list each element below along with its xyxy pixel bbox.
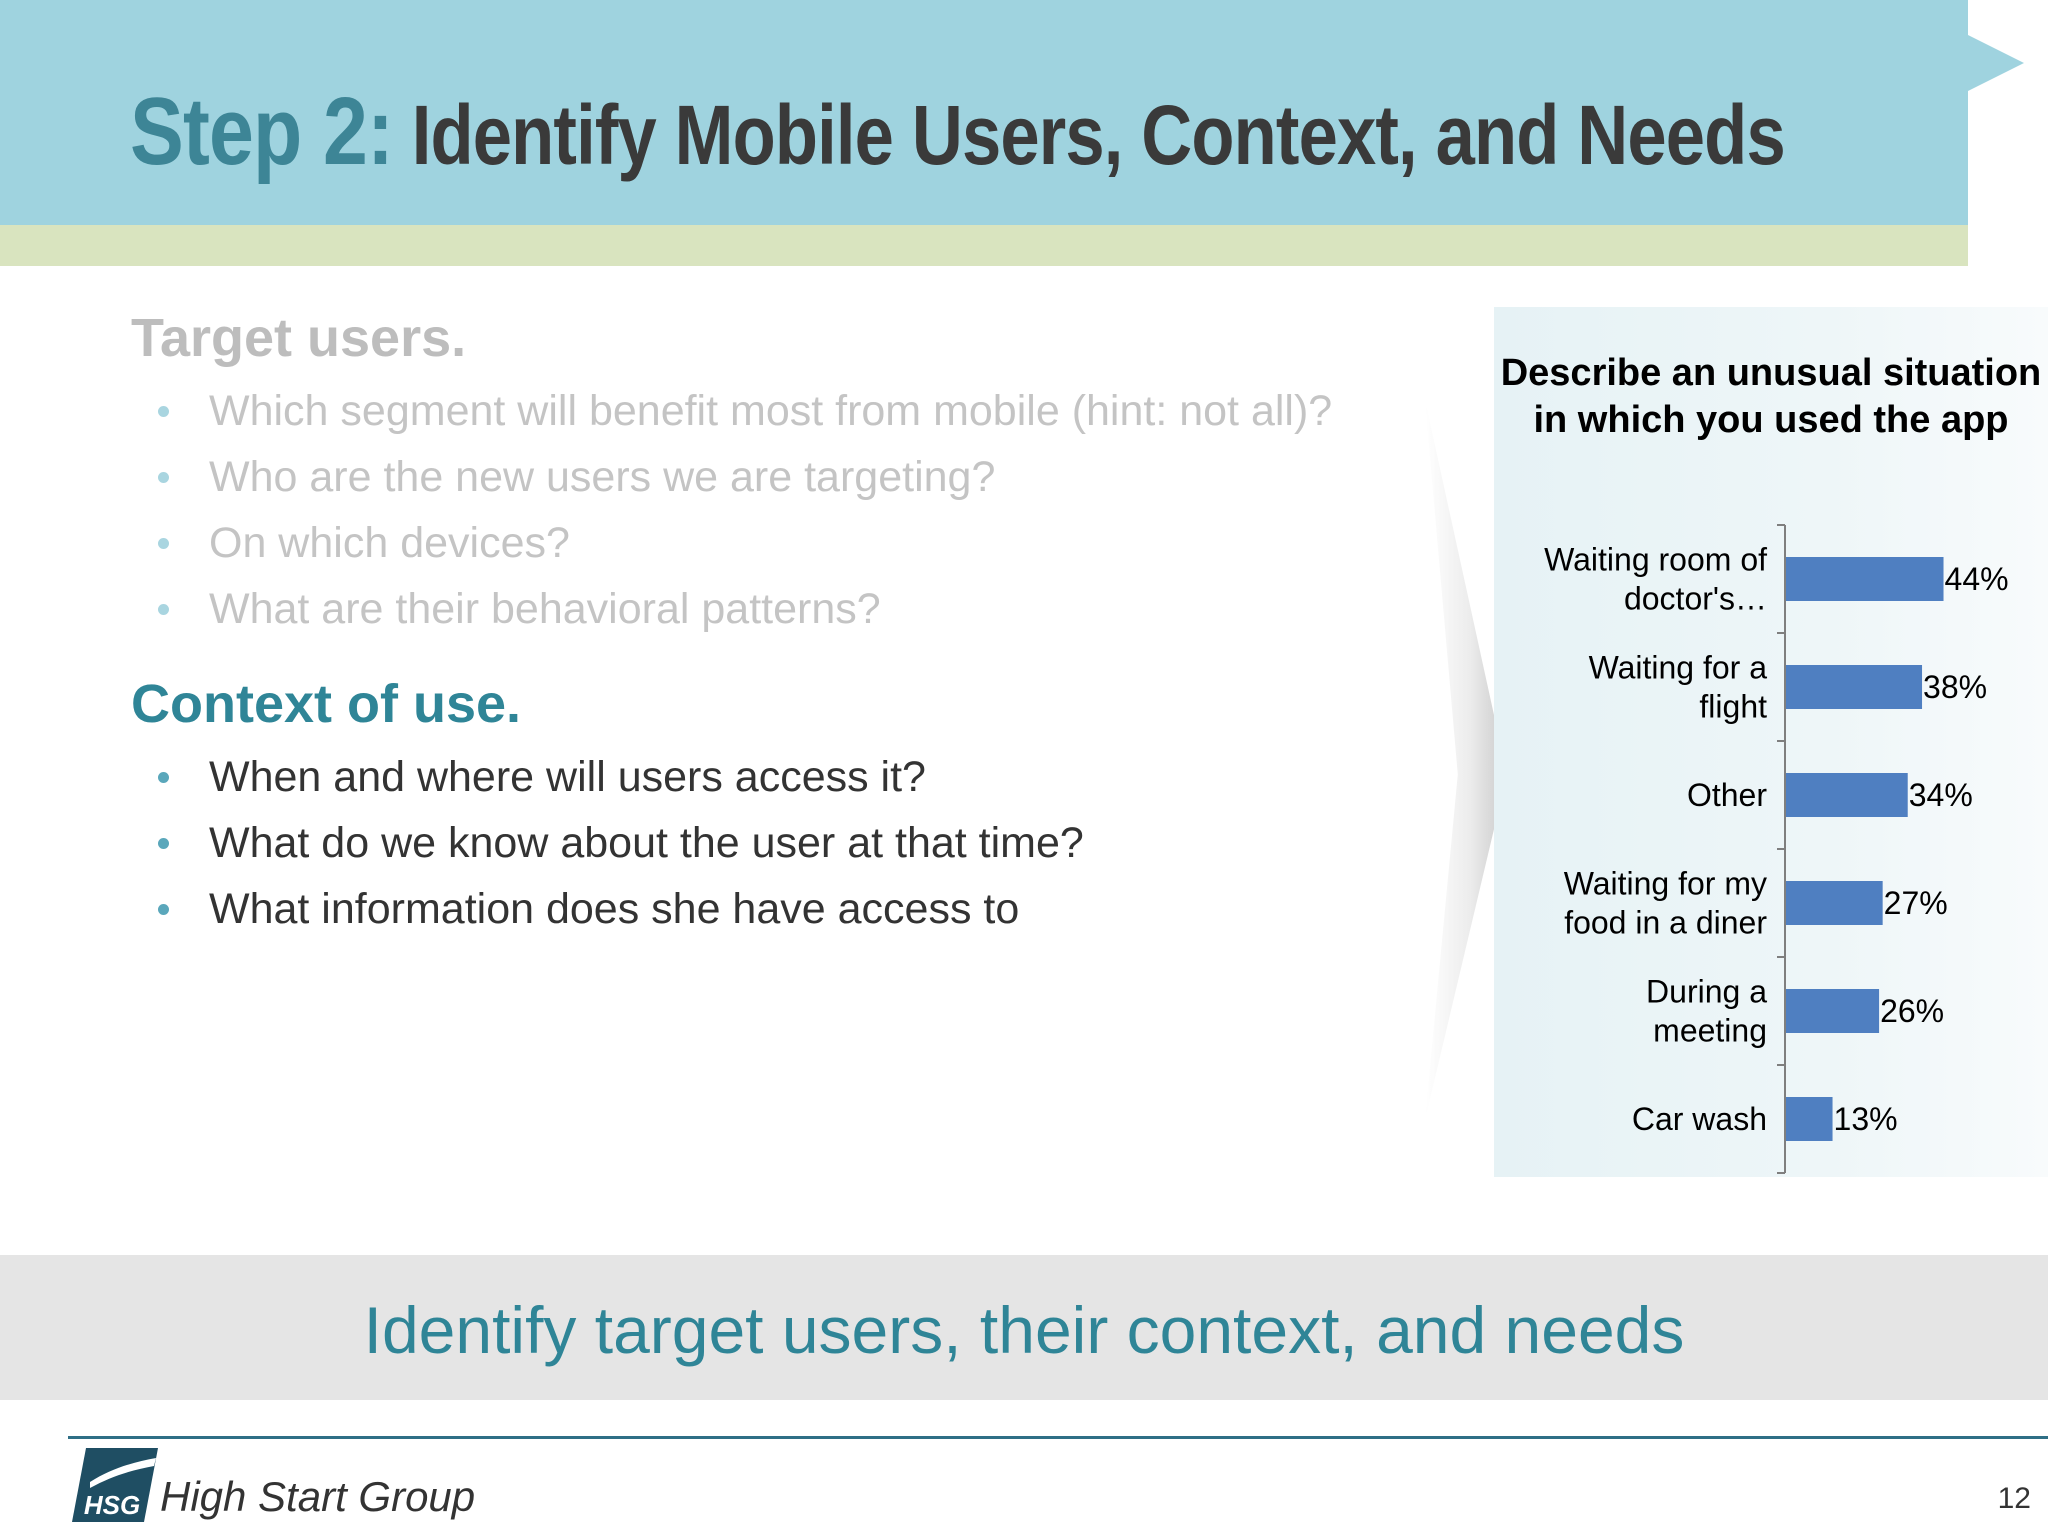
bullet-text: Which segment will benefit most from mobile (hint: not all)?	[209, 387, 1333, 435]
chart-bar	[1786, 989, 1879, 1033]
bullet-dot-icon	[158, 472, 169, 483]
chart-category-label-line: Car wash	[1631, 1101, 1767, 1137]
chart-title: Describe an unusual situation in which you used the app	[1500, 352, 2042, 441]
context-of-use-bullet-list	[150, 744, 1084, 942]
footer-tagline: Identify target users, their context, and needs	[363, 1293, 1685, 1367]
section-heading-target-users: Target users.	[131, 308, 467, 368]
chart-bar	[1786, 665, 1922, 709]
chart-category-label	[1646, 974, 1767, 1049]
chart-category-label-line: Waiting for my	[1563, 865, 1767, 902]
bar-chart	[1494, 307, 2048, 1177]
page-number: 12	[1997, 1482, 2031, 1515]
bullet-text: Who are the new users we are targeting?	[209, 453, 996, 501]
bullet-dot-icon	[158, 604, 169, 615]
bullet-dot-icon	[158, 406, 169, 417]
bullet-dot-icon	[158, 904, 169, 915]
chart-category-label-line: Waiting for a	[1588, 649, 1767, 686]
chart-category-label	[1564, 866, 1768, 941]
chart-category-label-line: During a	[1646, 973, 1767, 1010]
bullet-text: What are their behavioral patterns?	[209, 585, 881, 633]
chart-value-label: 44%	[1944, 561, 2009, 597]
bullet-text: What information does she have access to	[209, 885, 1020, 933]
bullet-item	[150, 510, 1332, 576]
chart-value-label: 34%	[1908, 777, 1973, 813]
company-name: High Start Group	[160, 1473, 476, 1520]
chart-bar	[1786, 773, 1908, 817]
bullet-dot-icon	[158, 838, 169, 849]
chart-bar	[1786, 881, 1883, 925]
header-arrow-decoration	[1968, 35, 2024, 91]
chart-category-label	[1544, 542, 1767, 617]
chart-category-label-line: food in a diner	[1564, 904, 1767, 941]
hsg-logo-icon	[72, 1448, 158, 1522]
chart-panel	[1494, 307, 2048, 1177]
bullet-item	[150, 810, 1084, 876]
target-users-bullet-list	[150, 378, 1332, 642]
bullet-text: On which devices?	[209, 519, 570, 567]
chart-category-label-line: doctor's…	[1623, 580, 1767, 617]
bullet-dot-icon	[158, 538, 169, 549]
section-heading-context-of-use: Context of use.	[131, 674, 522, 734]
bullet-item	[150, 744, 1084, 810]
chart-value-label: 27%	[1883, 885, 1948, 921]
bullet-item	[150, 576, 1332, 642]
chart-category-label	[1589, 650, 1768, 725]
chart-category-label	[1687, 777, 1767, 813]
footer-divider	[68, 1436, 2048, 1439]
chart-category-label-line: flight	[1699, 688, 1767, 725]
header-stripe	[0, 225, 1968, 266]
chart-bar	[1786, 557, 1944, 601]
chart-value-label: 13%	[1833, 1101, 1898, 1137]
bullet-dot-icon	[158, 772, 169, 783]
chart-category-label-line: Other	[1686, 777, 1767, 813]
bullet-item	[150, 444, 1332, 510]
chart-category-label-line: meeting	[1653, 1012, 1767, 1049]
bullet-text: When and where will users access it?	[209, 753, 926, 801]
chart-category-label-line: Waiting room of	[1544, 541, 1767, 578]
bullet-item	[150, 876, 1084, 942]
title-step-label: Step 2:	[130, 78, 393, 185]
chart-category-label	[1632, 1101, 1767, 1137]
chart-value-label: 26%	[1880, 993, 1945, 1029]
bullet-item	[150, 378, 1332, 444]
chart-bar	[1786, 1097, 1833, 1141]
logo-mark-text: HSG	[83, 1490, 141, 1520]
title-text: Identify Mobile Users, Context, and Needs	[411, 88, 1785, 182]
chart-value-label: 38%	[1923, 669, 1988, 705]
slide-title	[130, 78, 1785, 185]
bullet-text: What do we know about the user at that time?	[209, 819, 1084, 867]
